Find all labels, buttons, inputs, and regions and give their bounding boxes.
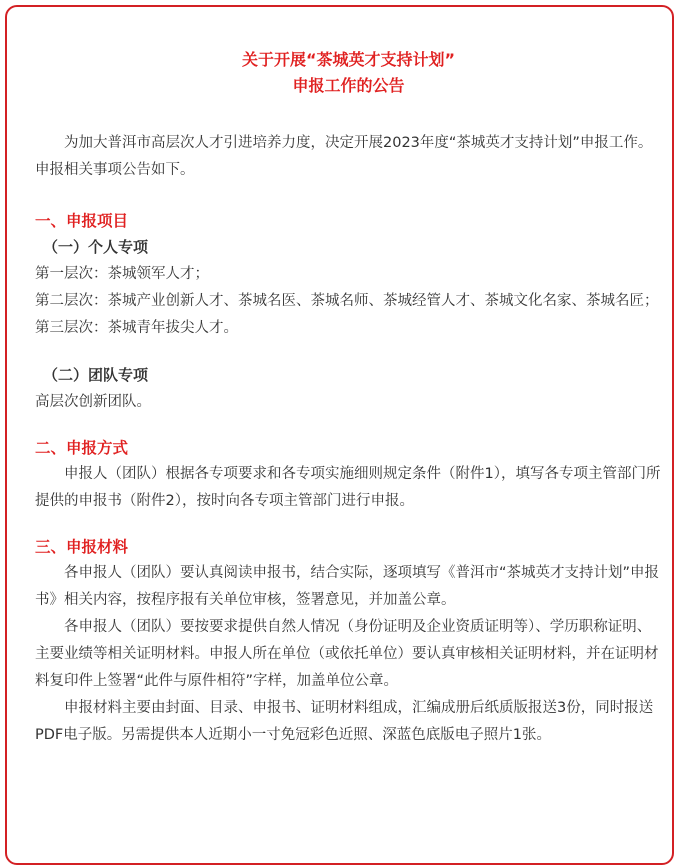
title-line-2: 申报工作的公告	[292, 76, 405, 95]
section-2-heading: 二、申报方式	[35, 439, 129, 457]
tier-2-line: 第二层次：茶城产业创新人才、茶城名医、茶城名师、茶城经管人才、茶城文化名家、茶城名匠；	[35, 293, 659, 309]
team-line: 高层次创新团队。	[35, 394, 151, 410]
tier-1-line: 第一层次：茶城领军人才；	[35, 266, 209, 282]
section-3-paragraph-1: 各申报人（团队）要认真阅读申报书，结合实际，逐项填写《普洱市“茶城英才支持计划”申报书》相关内容，按程序报有关单位审核，签署意见，并加盖公章。	[35, 565, 660, 608]
title-line-1: 关于开展“茶城英才支持计划”	[241, 50, 456, 69]
section-2-paragraph: 申报人（团队）根据各专项要求和各专项实施细则规定条件（附件1），填写各专项主管部门所提供的申报书（附件2），按时向各专项主管部门进行申报。	[35, 466, 661, 509]
section-3-paragraph-2: 各申报人（团队）要按要求提供自然人情况（身份证明及企业资质证明等）、学历职称证明、主要业绩等相关证明材料。申报人所在单位（或依托单位）要认真审核相关证明材料，并在证明材料复印件上签署“此件与原件相符”字样，加盖单位公章。	[35, 619, 659, 689]
tier-3-line: 第三层次：茶城青年拔尖人才。	[35, 320, 238, 336]
section-3-heading: 三、申报材料	[35, 538, 129, 556]
section-1-heading: 一、申报项目	[35, 212, 129, 230]
intro-paragraph: 为加大普洱市高层次人才引进培养力度，决定开展2023年度“茶城英才支持计划”申报工作。申报相关事项公告如下。	[35, 135, 653, 178]
section-3-paragraph-3: 申报材料主要由封面、目录、申报书、证明材料组成，汇编成册后纸质版报送3份，同时报送PDF电子版。另需提供本人近期小一寸免冠彩色近照、深蓝色底版电子照片1张。	[35, 700, 654, 743]
subsection-personal-heading: （一）个人专项	[43, 238, 149, 256]
announcement-frame	[5, 5, 674, 865]
subsection-team-heading: （二）团队专项	[43, 366, 149, 384]
